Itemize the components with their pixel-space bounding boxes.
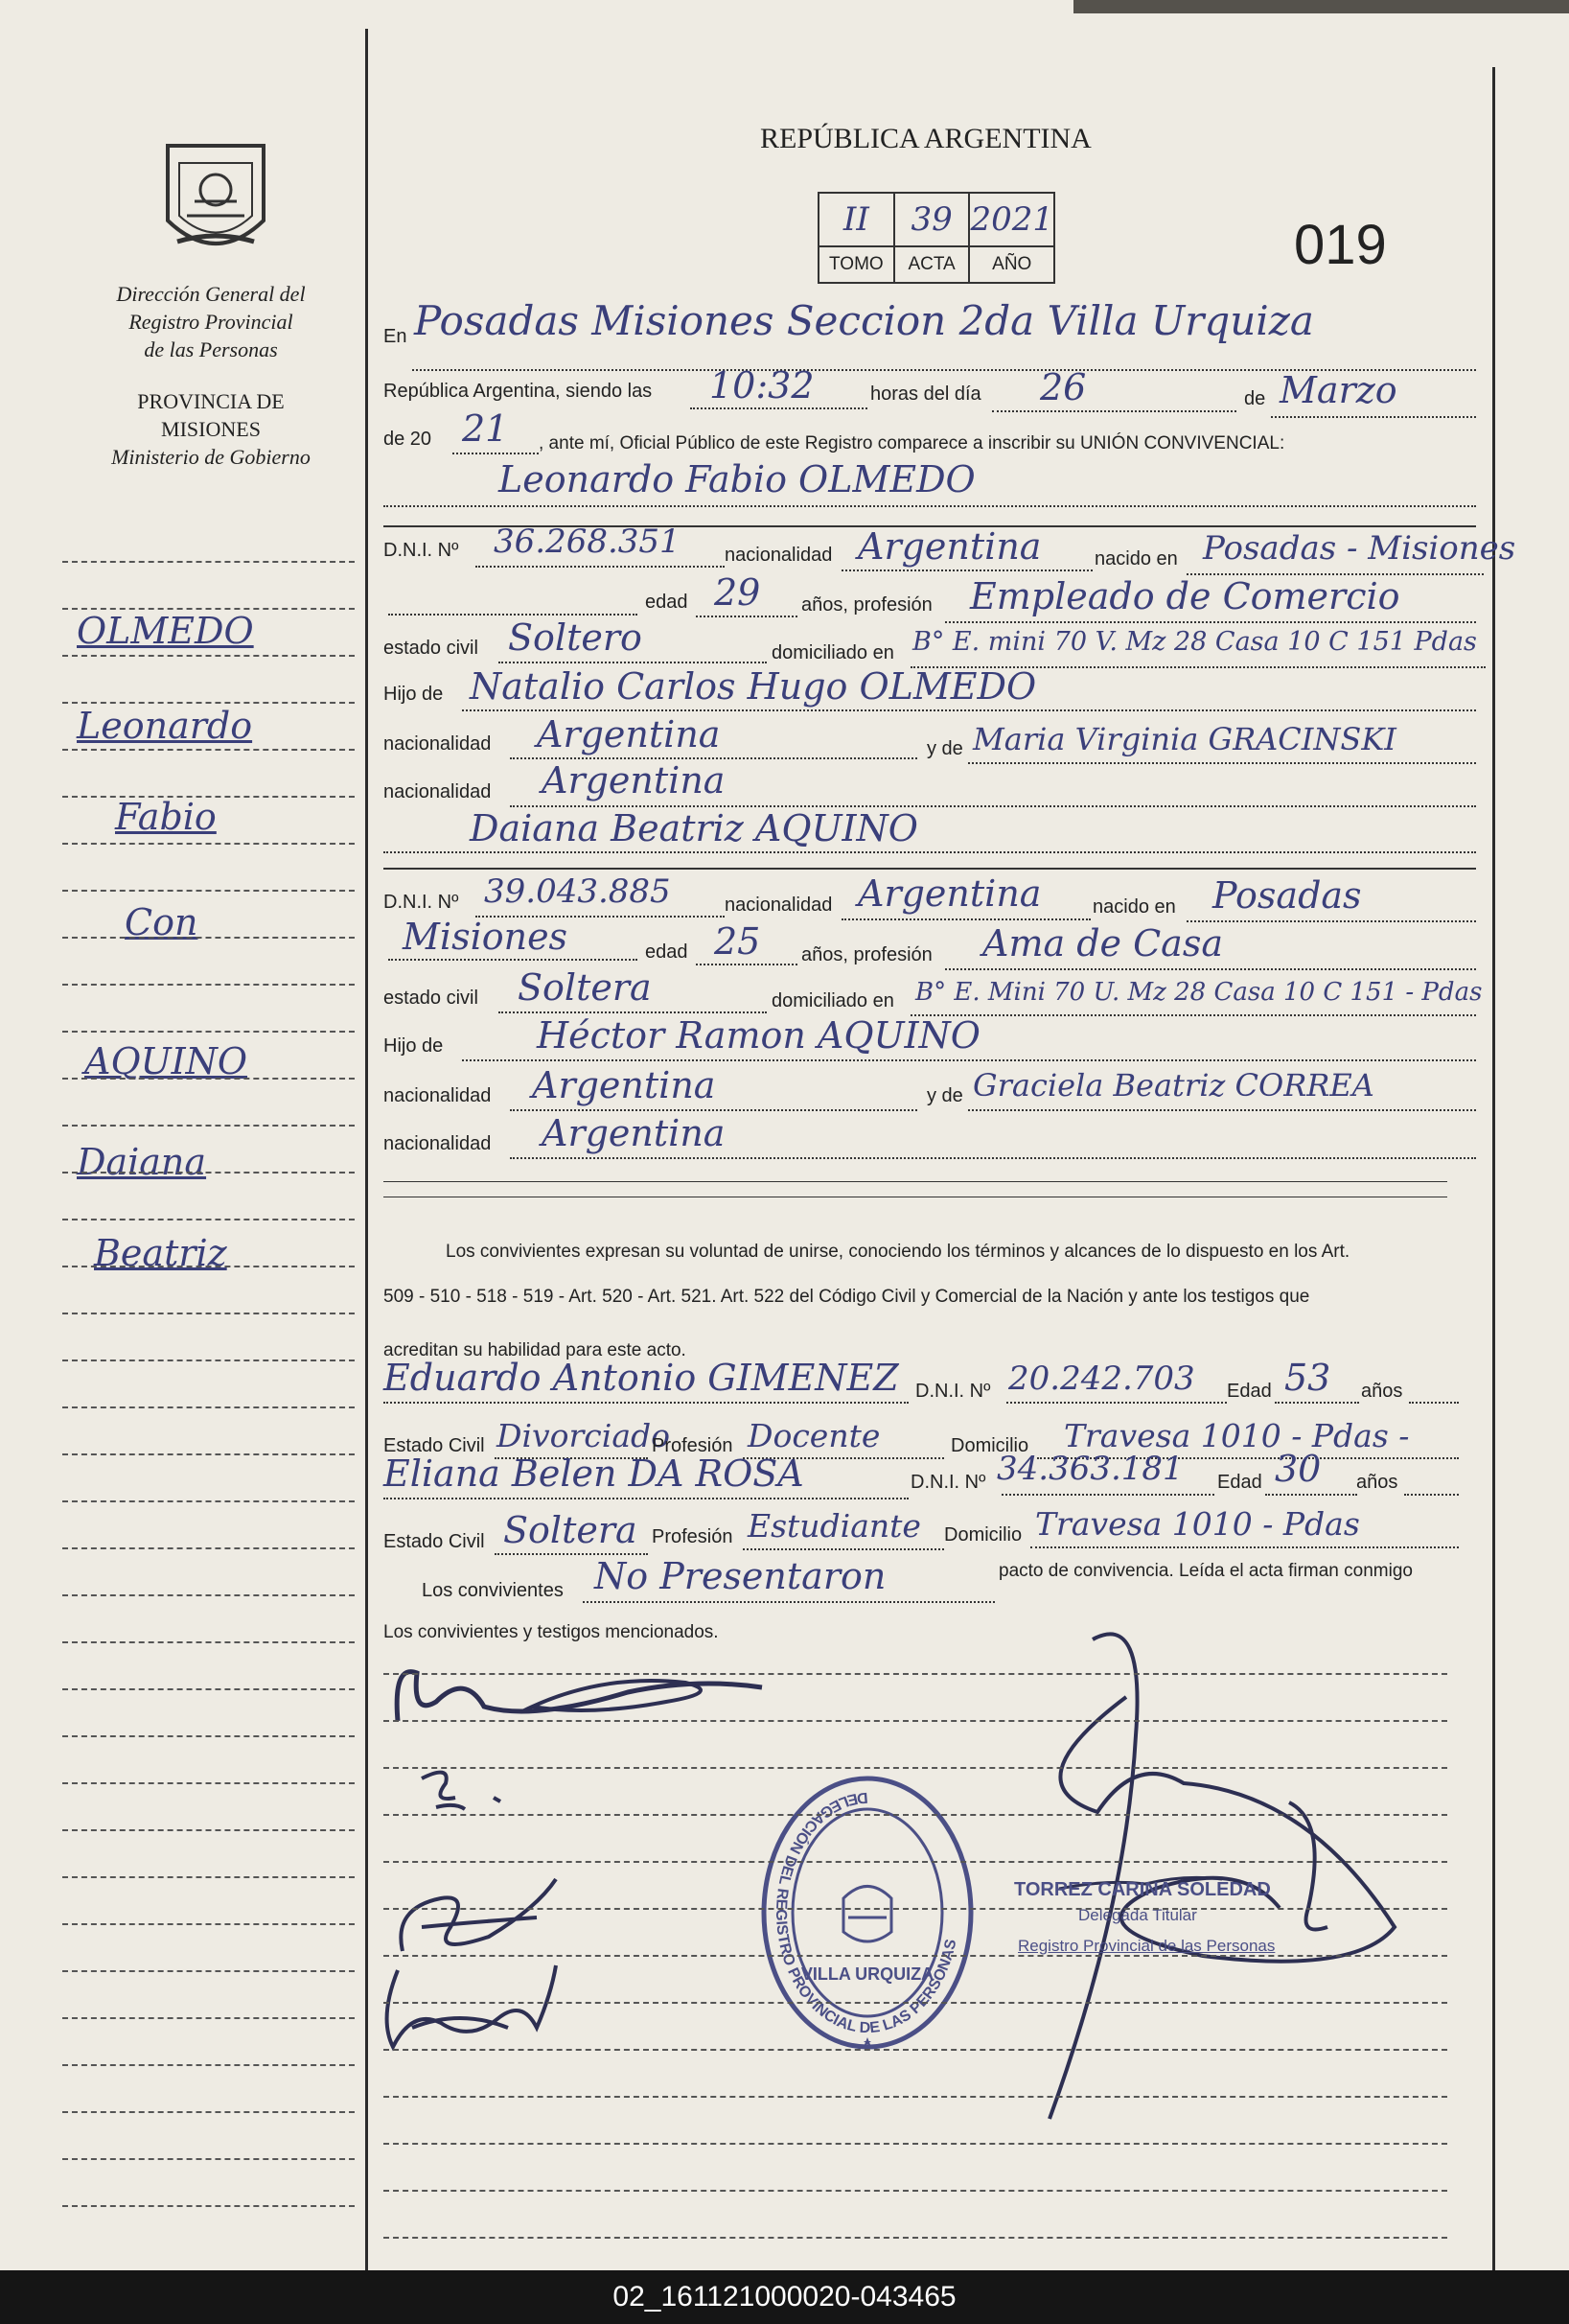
label-domiciliado-2: domiciliado en bbox=[772, 990, 894, 1011]
signature-dashed-rule bbox=[383, 2002, 1447, 2004]
signature-dashed-rule bbox=[383, 2049, 1447, 2051]
label-edad-2: edad bbox=[645, 941, 688, 963]
margin-dashed-rule bbox=[62, 2158, 355, 2160]
line-edad-testigo-2 bbox=[1265, 1494, 1357, 1496]
official-stamp bbox=[752, 1764, 982, 2061]
margin-surname-2: AQUINO bbox=[84, 1040, 248, 1082]
line-blank-1 bbox=[388, 614, 637, 616]
blank-rule-1 bbox=[383, 1181, 1447, 1182]
line-padre-1 bbox=[462, 709, 1476, 711]
label-edad-testigo-2: Edad bbox=[1217, 1472, 1262, 1493]
value-profesion-2: Ama de Casa bbox=[982, 922, 1223, 964]
signature-dashed-rule bbox=[383, 1673, 1447, 1675]
margin-dashed-rule bbox=[62, 2205, 355, 2207]
line-dni-testigo-1 bbox=[1006, 1402, 1227, 1404]
scan-identifier: 02_161121000020-043465 bbox=[0, 2270, 1569, 2324]
line-padre-nacionalidad-2 bbox=[510, 1109, 917, 1111]
margin-dashed-rule bbox=[62, 1782, 355, 1784]
value-pacto: No Presentaron bbox=[594, 1555, 887, 1597]
value-madre-1: Maria Virginia GRACINSKI bbox=[973, 721, 1396, 757]
value-nacionalidad-2: Argentina bbox=[858, 872, 1042, 915]
value-edad-testigo-1: 53 bbox=[1284, 1357, 1331, 1399]
value-edad-2: 25 bbox=[714, 920, 761, 963]
line-domicilio-testigo-2 bbox=[1030, 1546, 1459, 1548]
line-nombre-1 bbox=[383, 505, 1476, 507]
signature-conviviente-2 bbox=[412, 1759, 527, 1826]
signature-dashed-rule bbox=[383, 2143, 1447, 2145]
value-nacionalidad-1: Argentina bbox=[858, 525, 1042, 568]
label-hijo-de-2: Hijo de bbox=[383, 1035, 444, 1057]
margin-dashed-rule bbox=[62, 655, 355, 657]
line-dia bbox=[992, 410, 1236, 412]
value-edad-1: 29 bbox=[714, 571, 761, 614]
margin-dashed-rule bbox=[62, 1406, 355, 1408]
value-dni-2: 39.043.885 bbox=[484, 872, 671, 911]
value-nombre-2: Daiana Beatriz AQUINO bbox=[470, 807, 918, 849]
value-madre-2: Graciela Beatriz CORREA bbox=[973, 1067, 1374, 1104]
value-padre-nacionalidad-1: Argentina bbox=[537, 713, 721, 755]
margin-dashed-rule bbox=[62, 1876, 355, 1878]
margin-dashed-rule bbox=[62, 1829, 355, 1831]
margin-dashed-rule bbox=[62, 1923, 355, 1925]
line-profesion-2 bbox=[945, 968, 1476, 970]
line-mes bbox=[1271, 416, 1476, 418]
value-domicilio-testigo-1: Travesa 1010 - Pdas - bbox=[1064, 1417, 1410, 1454]
value-padre-1: Natalio Carlos Hugo OLMEDO bbox=[470, 665, 1037, 708]
value-edad-testigo-2: 30 bbox=[1275, 1448, 1322, 1490]
margin-dashed-rule bbox=[62, 1500, 355, 1502]
label-domicilio-testigo-1: Domicilio bbox=[951, 1435, 1029, 1456]
label-estado-civil-1: estado civil bbox=[383, 638, 478, 659]
label-firman: Los convivientes y testigos mencionados. bbox=[383, 1622, 719, 1642]
margin-dashed-rule bbox=[62, 608, 355, 610]
line-dni-1 bbox=[475, 566, 725, 568]
label-estado-civil-testigo-1: Estado Civil bbox=[383, 1435, 485, 1456]
margin-dashed-rule bbox=[62, 1125, 355, 1127]
label-anos-testigo-2: años bbox=[1356, 1472, 1398, 1493]
margin-dashed-rule bbox=[62, 796, 355, 798]
line-nombre-2 bbox=[383, 851, 1476, 853]
acta-number: 019 bbox=[1294, 214, 1387, 276]
legal-text-line-1: Los convivientes expresan su voluntad de unirse, conociendo los términos y alcances de lo dispuesto en los Art. bbox=[446, 1242, 1350, 1262]
value-lugar: Posadas Misiones Seccion 2da Villa Urquiza bbox=[414, 297, 1314, 344]
ministry-line: Ministerio de Gobierno bbox=[111, 445, 311, 469]
signature-testigo-2 bbox=[374, 1951, 565, 2061]
line-dni-testigo-2 bbox=[1002, 1494, 1214, 1496]
margin-dashed-rule bbox=[62, 1313, 355, 1314]
line-edad-testigo-1 bbox=[1275, 1402, 1359, 1404]
rule-person-2 bbox=[383, 868, 1476, 870]
value-padre-nacionalidad-2: Argentina bbox=[532, 1064, 716, 1106]
acta-label: ACTA bbox=[895, 247, 971, 282]
value-domicilio-1: B° E. mini 70 V. Mz 28 Casa 10 C 151 Pdas bbox=[912, 627, 1477, 657]
value-dni-testigo-1: 20.242.703 bbox=[1008, 1360, 1195, 1398]
signature-dashed-rule bbox=[383, 2190, 1447, 2192]
province-line-2: MISIONES bbox=[161, 417, 261, 441]
registry-box bbox=[818, 192, 1055, 284]
line-madre-1 bbox=[968, 762, 1476, 764]
value-madre-nacionalidad-1: Argentina bbox=[542, 759, 726, 802]
margin-dashed-rule bbox=[62, 1594, 355, 1596]
margin-name-3: Daiana bbox=[77, 1141, 207, 1183]
province-line-1: PROVINCIA DE bbox=[137, 389, 285, 413]
label-ante-mi: , ante mí, Oficial Público de este Registro comparece a inscribir su UNIÓN CONVIVENCIAL: bbox=[539, 433, 1285, 453]
margin-dashed-rule bbox=[62, 1219, 355, 1220]
margin-conjunction: Con bbox=[125, 901, 198, 943]
label-estado-civil-testigo-2: Estado Civil bbox=[383, 1531, 485, 1552]
signature-dashed-rule bbox=[383, 1861, 1447, 1863]
value-madre-nacionalidad-2: Argentina bbox=[542, 1112, 726, 1154]
signature-dashed-rule bbox=[383, 1955, 1447, 1957]
official-name: TORREZ CARINA SOLEDAD bbox=[1014, 1879, 1271, 1900]
label-dni-2: D.N.I. Nº bbox=[383, 892, 459, 913]
label-profesion-testigo-2: Profesión bbox=[652, 1526, 733, 1547]
line-estado-civil-1 bbox=[498, 662, 767, 663]
svg-text:DELEGACIÓN DEL REGISTRO PROVIN bbox=[773, 1789, 960, 2036]
tomo-label: TOMO bbox=[819, 247, 895, 282]
signature-dashed-rule bbox=[383, 1720, 1447, 1722]
label-nacido-en-2: nacido en bbox=[1093, 896, 1176, 918]
value-profesion-testigo-1: Docente bbox=[748, 1417, 881, 1454]
value-padre-2: Héctor Ramon AQUINO bbox=[537, 1014, 981, 1057]
value-dia: 26 bbox=[1040, 366, 1087, 408]
margin-dashed-rule bbox=[62, 561, 355, 563]
line-testigo-1 bbox=[383, 1402, 909, 1404]
line-padre-2 bbox=[462, 1059, 1476, 1061]
signature-dashed-rule bbox=[383, 2096, 1447, 2098]
value-testigo-1: Eduardo Antonio GIMENEZ bbox=[383, 1357, 899, 1399]
line-profesion-1 bbox=[945, 621, 1476, 623]
label-dni-1: D.N.I. Nº bbox=[383, 540, 459, 561]
margin-dashed-rule bbox=[62, 749, 355, 751]
signature-conviviente-1 bbox=[379, 1635, 781, 1740]
label-de-mes: de bbox=[1244, 388, 1266, 409]
label-domiciliado-1: domiciliado en bbox=[772, 642, 894, 663]
official-role: Delegada Titular bbox=[1078, 1906, 1197, 1924]
value-estado-civil-testigo-1: Divorciado bbox=[496, 1417, 671, 1454]
margin-name-4: Beatriz bbox=[94, 1232, 227, 1274]
misiones-seal-icon bbox=[158, 134, 273, 268]
value-domicilio-testigo-2: Travesa 1010 - Pdas bbox=[1035, 1505, 1360, 1543]
margin-dashed-rule bbox=[62, 1078, 355, 1080]
line-madre-2 bbox=[968, 1109, 1476, 1111]
country-title: REPÚBLICA ARGENTINA bbox=[760, 123, 1092, 154]
label-padre-nacionalidad-2: nacionalidad bbox=[383, 1085, 492, 1106]
line-anos-testigo-2 bbox=[1404, 1494, 1459, 1496]
line-edad-2 bbox=[696, 964, 797, 965]
margin-dashed-rule bbox=[62, 1641, 355, 1643]
label-estado-civil-2: estado civil bbox=[383, 988, 478, 1009]
value-testigo-2: Eliana Belen DA ROSA bbox=[383, 1452, 804, 1495]
margin-dashed-rule bbox=[62, 1266, 355, 1267]
label-hijo-de-1: Hijo de bbox=[383, 684, 444, 705]
value-estado-civil-2: Soltera bbox=[518, 966, 652, 1009]
value-mes: Marzo bbox=[1280, 369, 1397, 411]
margin-dashed-rule bbox=[62, 984, 355, 986]
stamp-ring-text: DELEGACIÓN DEL REGISTRO PROVINCIAL DE LAS PERSONAS bbox=[772, 1788, 960, 2037]
label-profesion-1: años, profesión bbox=[801, 594, 933, 616]
line-nacionalidad-1 bbox=[842, 569, 1093, 571]
label-dni-testigo-1: D.N.I. Nº bbox=[915, 1381, 991, 1402]
legal-text-line-2: 509 - 510 - 518 - 519 - Art. 520 - Art. 521. Art. 522 del Código Civil y Comercial de la Nación y ante los testigos que bbox=[383, 1287, 1310, 1307]
margin-name-1: Leonardo bbox=[77, 705, 253, 747]
margin-name-2: Fabio bbox=[115, 796, 217, 838]
label-madre-nacionalidad-1: nacionalidad bbox=[383, 781, 492, 802]
margin-dashed-rule bbox=[62, 890, 355, 892]
label-nacionalidad-2: nacionalidad bbox=[725, 895, 833, 916]
line-testigo-2 bbox=[383, 1498, 909, 1499]
label-profesion-2: años, profesión bbox=[801, 944, 933, 965]
label-siendo: República Argentina, siendo las bbox=[383, 381, 653, 402]
value-profesion-1: Empleado de Comercio bbox=[970, 575, 1400, 617]
label-edad-1: edad bbox=[645, 592, 688, 613]
margin-dashed-rule bbox=[62, 2111, 355, 2113]
agency-line-1: Dirección General del bbox=[116, 282, 306, 306]
line-edad-1 bbox=[696, 616, 797, 617]
line-hora bbox=[690, 407, 867, 409]
label-y-de-2: y de bbox=[927, 1085, 963, 1106]
label-anos-testigo-1: años bbox=[1361, 1381, 1403, 1402]
label-horas-del-dia: horas del día bbox=[870, 383, 981, 405]
margin-dashed-rule bbox=[62, 702, 355, 704]
label-de-20: de 20 bbox=[383, 429, 432, 450]
signature-dashed-rule bbox=[383, 1814, 1447, 1816]
line-pacto bbox=[583, 1601, 995, 1603]
signature-dashed-rule bbox=[383, 1908, 1447, 1910]
label-nacionalidad-1: nacionalidad bbox=[725, 545, 833, 566]
value-hora: 10:32 bbox=[709, 364, 815, 407]
tomo-value: II bbox=[819, 194, 895, 247]
value-nacido-en-1: Posadas - Misiones bbox=[1203, 529, 1516, 568]
value-anio: 21 bbox=[462, 407, 509, 450]
margin-dashed-rule bbox=[62, 843, 355, 845]
label-dni-testigo-2: D.N.I. Nº bbox=[911, 1472, 986, 1493]
margin-dashed-rule bbox=[62, 1970, 355, 1972]
label-en: En bbox=[383, 326, 407, 347]
label-los-convivientes: Los convivientes bbox=[422, 1580, 564, 1601]
line-madre-nacionalidad-2 bbox=[510, 1157, 1476, 1159]
line-domicilio-2 bbox=[911, 1014, 1476, 1016]
value-estado-civil-testigo-2: Soltera bbox=[503, 1509, 637, 1551]
margin-dashed-rule bbox=[62, 1031, 355, 1033]
stamp-center-text: VILLA URQUIZA bbox=[800, 1964, 934, 1984]
label-edad-testigo-1: Edad bbox=[1227, 1381, 1272, 1402]
agency-line-3: de las Personas bbox=[144, 337, 278, 361]
value-nacido-en-2: Posadas bbox=[1212, 874, 1362, 917]
margin-dashed-rule bbox=[62, 1360, 355, 1361]
line-nacido-en-2 bbox=[1187, 920, 1476, 922]
line-anio bbox=[452, 453, 539, 454]
margin-dashed-rule bbox=[62, 1688, 355, 1690]
value-nombre-1: Leonardo Fabio OLMEDO bbox=[498, 458, 976, 500]
value-profesion-testigo-2: Estudiante bbox=[748, 1507, 921, 1545]
line-profesion-testigo-2 bbox=[743, 1548, 944, 1550]
legal-text-line-3: acreditan su habilidad para este acto. bbox=[383, 1340, 686, 1360]
margin-dashed-rule bbox=[62, 1172, 355, 1174]
label-madre-nacionalidad-2: nacionalidad bbox=[383, 1133, 492, 1154]
margin-dashed-rule bbox=[62, 937, 355, 939]
label-pacto: pacto de convivencia. Leída el acta firman conmigo bbox=[999, 1561, 1413, 1581]
value-estado-civil-1: Soltero bbox=[508, 616, 642, 659]
scan-edge bbox=[1073, 0, 1569, 13]
label-nacido-en-1: nacido en bbox=[1095, 548, 1178, 569]
right-border bbox=[1492, 67, 1495, 2270]
value-domicilio-2: B° E. Mini 70 U. Mz 28 Casa 10 C 151 - Pdas bbox=[915, 978, 1483, 1007]
value-dni-1: 36.268.351 bbox=[494, 523, 681, 561]
signature-dashed-rule bbox=[383, 2237, 1447, 2239]
label-y-de-1: y de bbox=[927, 738, 963, 759]
agency-line-2: Registro Provincial bbox=[128, 310, 293, 334]
value-nacido-en-cont-2: Misiones bbox=[403, 916, 568, 958]
margin-surname-1: OLMEDO bbox=[77, 610, 254, 652]
anio-label: AÑO bbox=[992, 254, 1032, 274]
margin-dashed-rule bbox=[62, 1735, 355, 1737]
label-padre-nacionalidad-1: nacionalidad bbox=[383, 733, 492, 755]
margin-divider bbox=[365, 29, 368, 2270]
value-dni-testigo-2: 34.363.181 bbox=[997, 1450, 1184, 1488]
official-office: Registro Provincial de las Personas bbox=[1018, 1937, 1276, 1955]
signature-dashed-rule bbox=[383, 1767, 1447, 1769]
margin-dashed-rule bbox=[62, 1453, 355, 1455]
line-nacionalidad-2 bbox=[842, 918, 1091, 920]
margin-dashed-rule bbox=[62, 2017, 355, 2019]
line-estado-civil-2 bbox=[498, 1011, 767, 1013]
line-nacido-en-cont-2 bbox=[388, 959, 637, 961]
anio-value: 2021 bbox=[970, 194, 1053, 247]
label-domicilio-testigo-2: Domicilio bbox=[944, 1524, 1023, 1545]
acta-value: 39 bbox=[895, 194, 971, 247]
margin-dashed-rule bbox=[62, 1547, 355, 1549]
line-anos-testigo-1 bbox=[1409, 1402, 1459, 1404]
margin-dashed-rule bbox=[62, 2064, 355, 2066]
label-profesion-testigo-1: Profesión bbox=[652, 1435, 733, 1456]
